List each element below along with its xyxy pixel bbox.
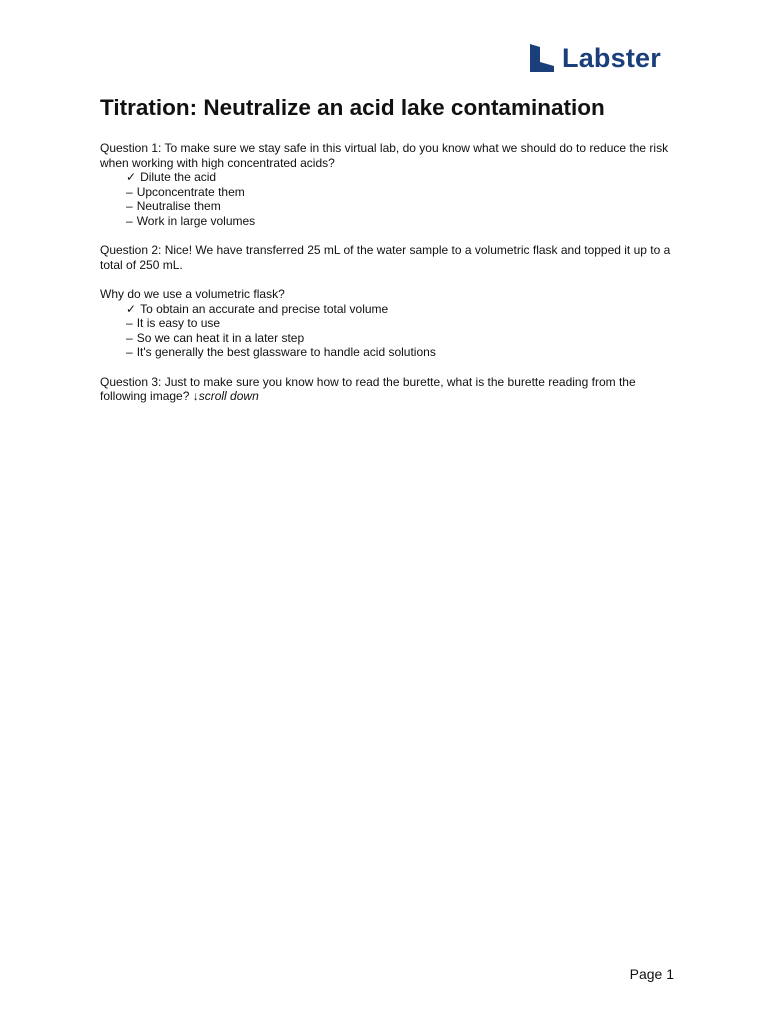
answer-option-text: It is easy to use xyxy=(136,316,221,331)
spacer xyxy=(100,229,680,244)
document-body xyxy=(100,141,680,404)
answer-option-text: So we can heat it in a later step xyxy=(136,330,305,345)
answer-option-correct xyxy=(126,170,680,185)
spacer xyxy=(100,360,680,375)
page-number: Page 1 xyxy=(629,966,674,982)
answer-option xyxy=(126,185,680,200)
question-3-text xyxy=(100,375,680,404)
question-2-options xyxy=(100,302,680,360)
answer-option xyxy=(126,316,680,331)
answer-option-text: Dilute the acid xyxy=(140,170,217,185)
arrow-down-icon: ↓ xyxy=(192,389,199,404)
answer-option-text: Work in large volumes xyxy=(136,213,256,228)
question-1-options xyxy=(100,170,680,228)
answer-option-text: Neutralise them xyxy=(136,199,221,214)
question-2-text: Question 2: Nice! We have transferred 25 mL of the water sample to a volumetric flask and topped it up to a total of 250 mL. xyxy=(100,243,671,272)
dash-icon: – xyxy=(126,184,133,199)
scroll-hint: scroll down xyxy=(198,389,259,404)
labster-logo xyxy=(528,42,661,74)
answer-option xyxy=(126,345,680,360)
question-3-body: Question 3: Just to make sure you know how to read the burette, what is the burette reading from the following image? xyxy=(100,374,636,404)
document-title: Titration: Neutralize an acid lake contamination xyxy=(100,95,605,120)
question-2-subquestion: Why do we use a volumetric flask? xyxy=(100,286,285,301)
answer-option-text: Upconcentrate them xyxy=(136,184,245,199)
spacer xyxy=(100,272,680,287)
check-icon: ✓ xyxy=(126,301,137,316)
labster-wordmark: Labster xyxy=(562,43,661,73)
answer-option-correct xyxy=(126,302,680,317)
dash-icon: – xyxy=(126,330,133,345)
dash-icon: – xyxy=(126,213,133,228)
answer-option-text: It's generally the best glassware to handle acid solutions xyxy=(136,345,436,360)
answer-option-text: To obtain an accurate and precise total volume xyxy=(140,301,389,316)
dash-icon: – xyxy=(126,345,133,360)
question-2 xyxy=(100,243,680,360)
answer-option xyxy=(126,331,680,346)
dash-icon: – xyxy=(126,199,133,214)
question-3 xyxy=(100,375,680,404)
dash-icon: – xyxy=(126,316,133,331)
answer-option xyxy=(126,214,680,229)
check-icon: ✓ xyxy=(126,170,137,185)
labster-logo-icon xyxy=(528,42,556,74)
question-1-text: Question 1: To make sure we stay safe in this virtual lab, do you know what we should do to reduce the risk when working with high concentrated acids? xyxy=(100,141,669,170)
question-1 xyxy=(100,141,680,229)
answer-option xyxy=(126,199,680,214)
